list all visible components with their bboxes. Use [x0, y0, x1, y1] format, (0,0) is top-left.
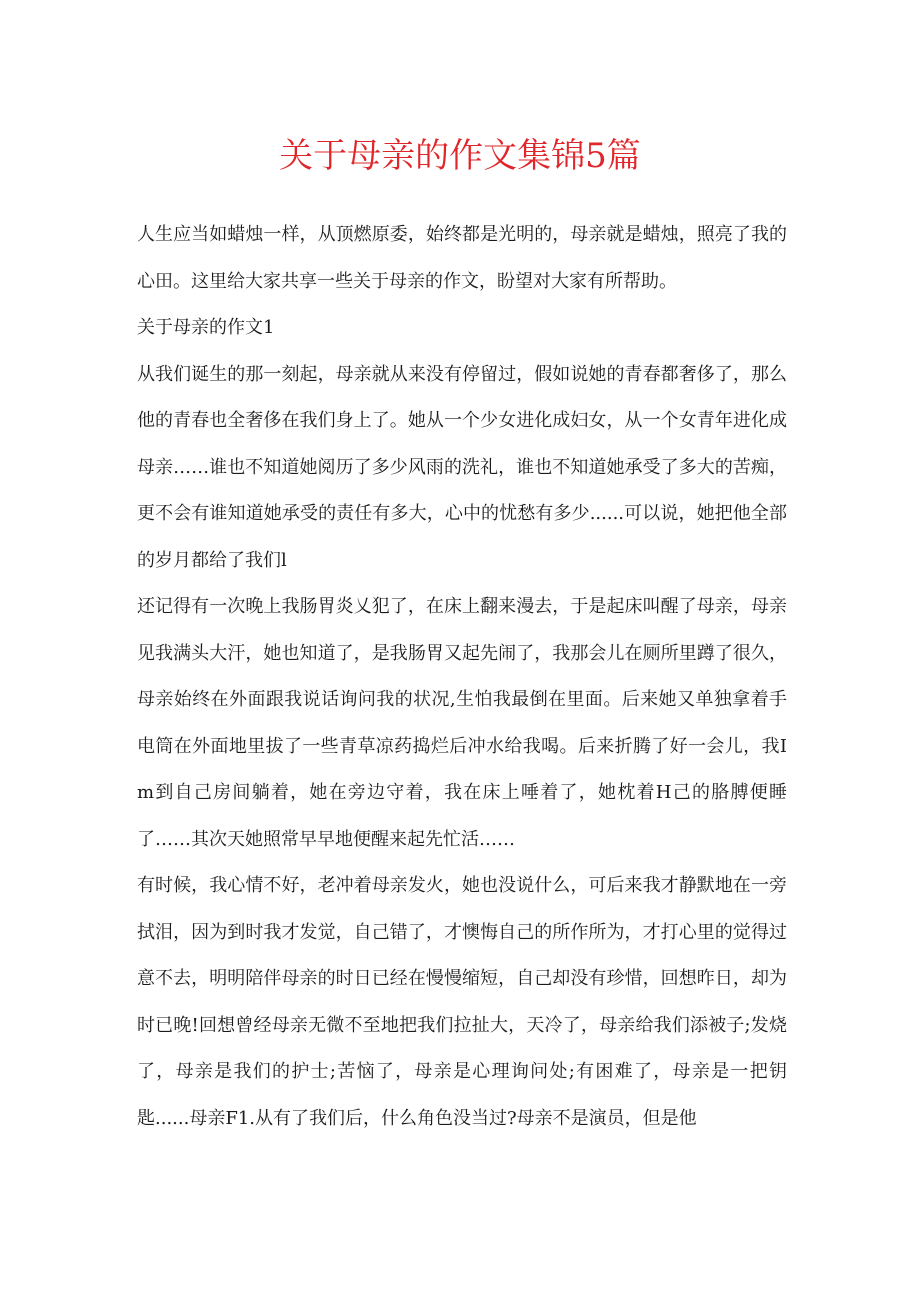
document-title: 关于母亲的作文集锦5篇	[279, 136, 641, 176]
document-body	[137, 212, 787, 1142]
body-paragraph-2: 还记得有一次晚上我肠胃炎乂犯了，在床上翻来漫去，于是起床叫醒了母亲，母亲见我满头大汗，她也知道了，是我肠胃又起先闹了，我那会儿在厕所里蹲了很久，母亲始终在外面跟我说话询问我的状况,生怕我最倒在里面。后来她又单独拿着手电筒在外面地里拔了一些青草凉药捣烂后冲水给我喝。后来折腾了好一会儿，我Im到自己房间躺着，她在旁边守着，我在床上唾着了，她枕着H己的胳膊便睡了……其次天她照常早早地便醒来起先忙活……	[137, 596, 787, 850]
body-paragraph-1: 从我们诞生的那一刻起，母亲就从来没有停留过，假如说她的青春都奢侈了，那么他的青春也全奢侈在我们身上了。她从一个少女进化成妇女，从一个女青年进化成母亲……谁也不知道她阅历了多少风雨的洗礼，谁也不知道她承受了多大的苦痴，更不会有谁知道她承受的责任有多大，心中的忧愁有多少......可以说，她把他全部的岁月都给了我们l	[137, 363, 787, 571]
body-paragraph-3: 有时候，我心情不好，老冲着母亲发火，她也没说什么，可后来我才静默地在一旁拭泪，因为到时我才发觉，自己错了，才懊悔自己的所作所为，才打心里的觉得过意不去，明明陪伴母亲的时日已经在慢慢缩短，自己却没有珍惜，回想昨日，却为时已晚!回想曾经母亲无微不至地把我们拉扯大，天冷了，母亲给我们添被子;发烧了，母亲是我们的护士;苦恼了，母亲是心理询问处;有困难了，母亲是一把钥匙......母亲F1.从有了我们后，什么角色没当过?母亲不是演员，但是他	[137, 875, 787, 1129]
section-heading: 关于母亲的作文1	[137, 317, 275, 338]
intro-paragraph: 人生应当如蜡烛一样，从顶燃原委，始终都是光明的，母亲就是蜡烛，照亮了我的心田。这里给大家共享一些关于母亲的作文，盼望对大家有所帮助。	[137, 224, 787, 292]
